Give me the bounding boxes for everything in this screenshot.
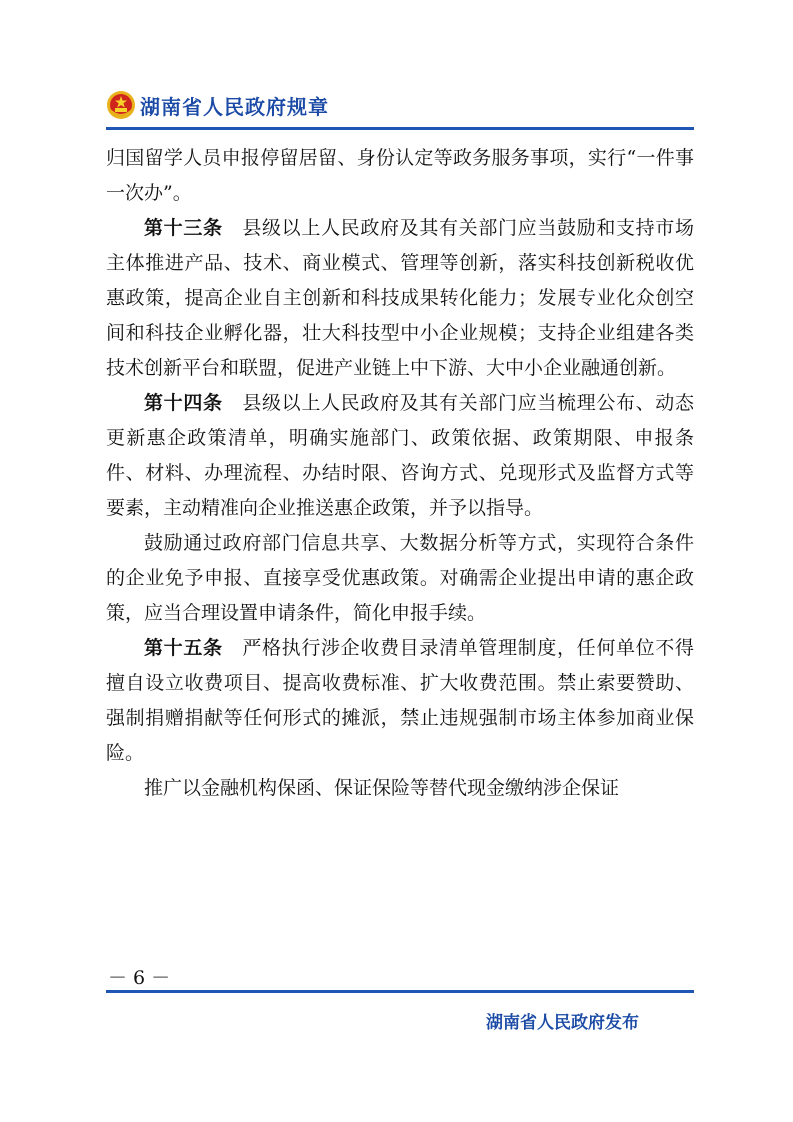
paragraph-text: 严格执行涉企收费目录清单管理制度，任何单位不得擅自设立收费项目、提高收费标准、扩大收费范围。禁止索要赞助、强制捐赠捐献等任何形式的摊派，禁止违规强制市场主体参加商业保险。 — [106, 637, 694, 764]
paragraph — [106, 526, 694, 631]
paragraph-text: 县级以上人民政府及其有关部门应当梳理公布、动态更新惠企政策清单，明确实施部门、政策依据、政策期限、申报条件、材料、办理流程、办结时限、咨询方式、兑现形式及监督方式等要素，主动精准向企业推送惠企政策，并予以指导。 — [106, 392, 694, 519]
paragraph — [106, 211, 694, 386]
paragraph — [106, 771, 694, 806]
header-divider — [106, 127, 694, 130]
footer-publisher: 湖南省人民政府发布 — [486, 1013, 639, 1033]
paragraph-text: 推广以金融机构保函、保证保险等替代现金缴纳涉企保证 — [144, 777, 620, 799]
article-number: 第十五条 — [144, 637, 223, 659]
article-number: 第十四条 — [144, 392, 223, 414]
paragraph — [106, 141, 694, 211]
paragraph-text: 县级以上人民政府及其有关部门应当鼓励和支持市场主体推进产品、技术、商业模式、管理等创新，落实科技创新税收优惠政策，提高企业自主创新和科技成果转化能力；发展专业化众创空间和科技企业孵化器，壮大科技型中小企业规模；支持企业组建各类技术创新平台和联盟，促进产业链上中下游、大中小企业融通创新。 — [106, 217, 694, 379]
article-gap — [223, 637, 243, 659]
article-number: 第十三条 — [144, 217, 223, 239]
paragraph — [106, 386, 694, 526]
regulation-body — [106, 141, 694, 806]
article-gap — [223, 217, 243, 239]
paragraph-text: 归国留学人员申报停留居留、身份认定等政务服务事项，实行“一件事一次办”。 — [106, 147, 694, 204]
national-emblem-icon — [106, 90, 136, 120]
footer-divider — [106, 990, 694, 993]
paragraph — [106, 631, 694, 771]
article-gap — [223, 392, 243, 414]
paragraph-text: 鼓励通过政府部门信息共享、大数据分析等方式，实现符合条件的企业免予申报、直接享受优惠政策。对确需企业提出申请的惠企政策，应当合理设置申请条件，简化申报手续。 — [106, 532, 694, 624]
header-title: 湖南省人民政府规章 — [140, 95, 329, 119]
page-header — [106, 90, 696, 122]
page-number: － 6 － — [108, 967, 171, 989]
